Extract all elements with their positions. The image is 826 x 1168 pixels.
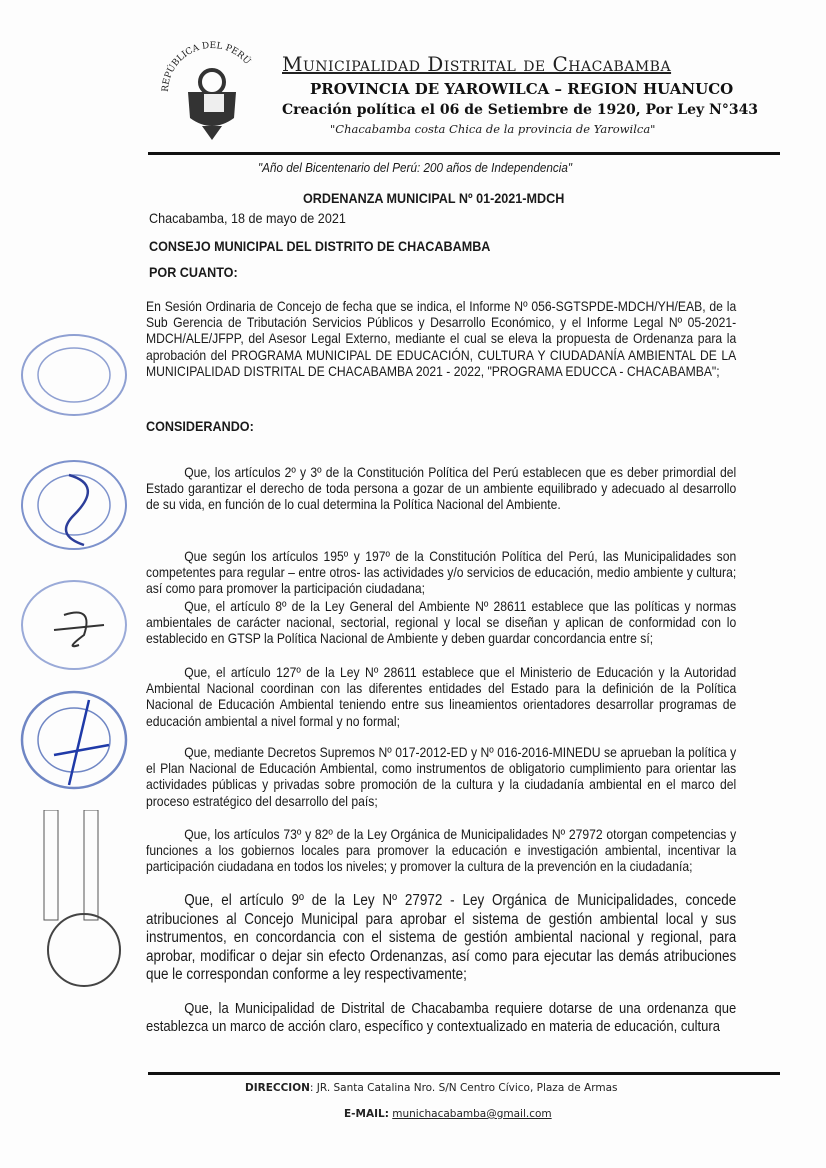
creation-line: Creación política el 06 de Setiembre de 1920, Por Ley N°343	[282, 102, 759, 118]
council-heading: CONSEJO MUNICIPAL DEL DISTRITO DE CHACABAMBA	[149, 238, 491, 254]
date-line: Chacabamba, 18 de mayo de 2021	[149, 210, 346, 226]
paragraph: Que, la Municipalidad de Distrital de Chacabamba requiere dotarse de una ordenanza que establezca un marco de acción claro, específico y contextualizado en materia de educación, cultura	[146, 1000, 737, 1035]
stamp-signature-icon	[14, 685, 144, 795]
stamp-signature-icon	[14, 455, 144, 555]
paragraph: Que, mediante Decretos Supremos Nº 017-2012-ED y Nº 016-2016-MINEDU se aprueban la política y el Plan Nacional de Educación Ambiental, como instrumentos de obligatorio cumplimiento para orientar las actividades públicas y privadas sobre promoción de la cultura y la ciudadanía ambiental en el marco del proceso estratégico del desarrollo del país;	[146, 744, 737, 809]
ordinance-title: ORDENANZA MUNICIPAL Nº 01-2021-MDCH	[303, 190, 565, 206]
email-label: E-MAIL:	[344, 1108, 389, 1120]
paragraph: Que, el artículo 127º de la Ley Nº 28611 establece que el Ministerio de Educación y la Autoridad Ambiental Nacional coordinan con las diferentes entidades del Estado para la definición de la Política Nacional de Educación Ambiental teniendo entre sus lineamientos orientadores desarrollar programas de educación ambiental a nivel formal y no formal;	[146, 664, 737, 729]
institution-name: Municipalidad Distrital de Chacabamba	[282, 52, 672, 76]
footer-address	[245, 1082, 618, 1094]
paragraph: Que según los artículos 195º y 197º de la Constitución Política del Perú, las Municipalidades son competentes para regular – entre otros- las actividades y/o servicios de educación, medio ambiente y cultura; así como para promover la participación ciudadana;	[146, 548, 737, 597]
considerando-heading: CONSIDERANDO:	[146, 418, 254, 434]
stamp-icon	[14, 330, 144, 420]
stamp-icon	[14, 810, 144, 990]
intro-paragraph: En Sesión Ordinaria de Concejo de fecha que se indica, el Informe Nº 056-SGTSPDE-MDCH/YH/EAB, de la Sub Gerencia de Tributación Servicios Públicos y Desarrollo Económico, y el Informe Legal Nº 05-2021-MDCH/ALE/JFPP, del Asesor Legal Externo, mediante el cual se eleva la propuesta de Ordenanza para la aprobación del PROGRAMA MUNICIPAL DE EDUCACIÓN, CULTURA Y CIUDADANÍA AMBIENTAL DE LA MUNICIPALIDAD DISTRITAL DE CHACABAMBA 2021 - 2022, "PROGRAMA EDUCCA - CHACABAMBA";	[146, 298, 737, 379]
email-link[interactable]: munichacabamba@gmail.com	[392, 1108, 552, 1120]
year-name: "Año del Bicentenario del Perú: 200 años de Independencia"	[258, 160, 573, 175]
paragraph: Que, el artículo 8º de la Ley General del Ambiente Nº 28611 establece que las políticas y normas ambientales de carácter nacional, sectorial, regional y local se diseñan y aplican de conformidad con lo establecido en GTSP la Política Nacional de Ambiente y deben guardar concordancia entre sí;	[146, 598, 737, 647]
coat-of-arms-seal	[150, 30, 270, 145]
province-line: PROVINCIA DE YAROWILCA – REGION HUANUCO	[310, 80, 734, 98]
footer-email	[344, 1108, 552, 1120]
svg-text:REPÚBLICA DEL PERÚ: REPÚBLICA DEL PERÚ	[160, 40, 252, 93]
paragraph: Que, los artículos 73º y 82º de la Ley Orgánica de Municipalidades Nº 27972 otorgan competencias y funciones a los gobiernos locales para promover la educación e investigación ambiental, incentivar la participación ciudadana en todos los niveles; y promover la cultura de la prevención en la ciudadanía;	[146, 826, 737, 875]
stamp-signature-icon	[14, 575, 144, 675]
motto: "Chacabamba costa Chica de la provincia de Yarowilca"	[330, 122, 656, 136]
address-text: : JR. Santa Catalina Nro. S/N Centro Cívico, Plaza de Armas	[309, 1082, 618, 1094]
header-rule	[148, 152, 780, 155]
por-cuanto-heading: POR CUANTO:	[149, 264, 238, 280]
footer-rule	[148, 1072, 780, 1075]
paragraph: Que, el artículo 9º de la Ley Nº 27972 - Ley Orgánica de Municipalidades, concede atribuciones al Concejo Municipal para aprobar el sistema de gestión ambiental local y sus instrumentos, en concordancia con el sistema de gestión ambiental nacional y regional, para aprobar, modificar o dejar sin efecto Ordenanzas, así como para ejecutar las demás atribuciones que le correspondan conforme a ley respectivamente;	[146, 892, 737, 983]
address-label: DIRECCION	[245, 1082, 310, 1094]
paragraph: Que, los artículos 2º y 3º de la Constitución Política del Perú establecen que es deber primordial del Estado garantizar el derecho de toda persona a gozar de un ambiente equilibrado y adecuado al desarrollo de su vida, en función de lo cual determina la Política Nacional del Ambiente.	[146, 464, 737, 513]
